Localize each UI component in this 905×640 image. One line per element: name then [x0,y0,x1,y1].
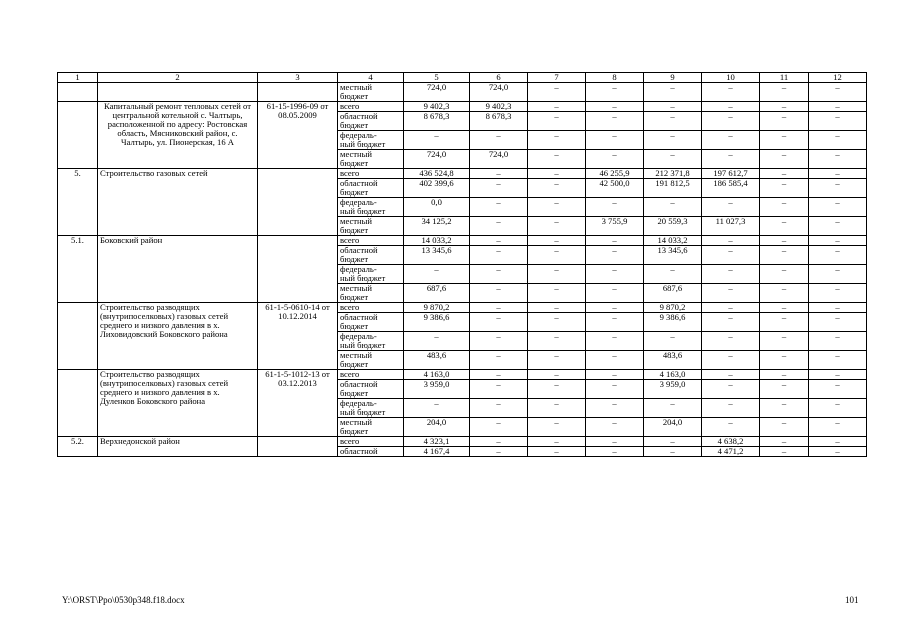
value-cell: 204,0 [404,418,470,437]
funding-source-cell: местный бюджет [338,418,404,437]
value-cell: – [760,169,809,179]
header-cell: 10 [702,73,760,83]
value-cell: – [809,418,867,437]
funding-source-cell: всего [338,169,404,179]
value-cell: – [528,198,586,217]
value-cell: – [528,447,586,457]
header-cell: 6 [470,73,528,83]
value-cell: – [586,332,644,351]
value-cell: 4 323,1 [404,437,470,447]
value-cell: 212 371,8 [644,169,702,179]
value-cell: – [702,198,760,217]
value-cell: – [528,303,586,313]
value-cell: – [760,217,809,236]
object-name-cell: Верхнедонской район [98,437,258,457]
value-cell: 8 678,3 [404,112,470,131]
table-row [58,83,867,102]
value-cell: – [528,236,586,246]
header-cell: 2 [98,73,258,83]
value-cell: 3 959,0 [644,380,702,399]
funding-source-cell: местный бюджет [338,217,404,236]
value-cell: – [702,112,760,131]
funding-source-cell: федераль- ный бюджет [338,198,404,217]
value-cell: – [644,150,702,169]
value-cell: – [702,83,760,102]
value-cell: – [644,112,702,131]
value-cell: – [760,265,809,284]
value-cell: – [809,351,867,370]
value-cell: – [702,265,760,284]
value-cell: – [809,217,867,236]
funding-source-cell: местный бюджет [338,150,404,169]
number-cell [58,102,98,169]
value-cell: – [586,303,644,313]
funding-source-cell: всего [338,102,404,112]
header-cell: 5 [404,73,470,83]
number-cell [58,370,98,437]
value-cell: 13 345,6 [404,246,470,265]
value-cell: 483,6 [404,351,470,370]
value-cell: – [702,399,760,418]
value-cell: – [470,198,528,217]
value-cell: – [760,370,809,380]
value-cell: – [470,447,528,457]
value-cell: – [760,198,809,217]
value-cell: – [528,284,586,303]
number-cell: 5. [58,169,98,236]
value-cell: – [404,332,470,351]
value-cell: – [760,380,809,399]
value-cell: – [528,399,586,418]
value-cell: 724,0 [404,83,470,102]
value-cell: – [760,150,809,169]
value-cell: – [760,236,809,246]
value-cell: – [586,83,644,102]
value-cell: – [809,131,867,150]
value-cell: – [809,380,867,399]
funding-source-cell: областной бюджет [338,380,404,399]
value-cell: – [528,131,586,150]
value-cell: – [760,418,809,437]
value-cell: 4 163,0 [644,370,702,380]
value-cell: – [809,150,867,169]
funding-source-cell: местный бюджет [338,83,404,102]
value-cell: 4 163,0 [404,370,470,380]
value-cell: 724,0 [470,83,528,102]
value-cell: 4 167,4 [404,447,470,457]
object-name-cell: Строительство разводящих (внутрипоселковых) газовых сетей среднего и низкого давления в х. Дуленков Боковского района [98,370,258,437]
value-cell: – [760,179,809,198]
value-cell: – [470,169,528,179]
table-row [58,370,867,380]
value-cell: – [470,380,528,399]
value-cell: – [528,418,586,437]
value-cell: – [702,313,760,332]
value-cell: 724,0 [470,150,528,169]
value-cell: – [760,131,809,150]
document-cell: 61-1-5-0610-14 от 10.12.2014 [258,303,338,370]
file-path: Y:\ORST\Ppo\0530p348.f18.docx [62,595,185,605]
value-cell: – [586,284,644,303]
value-cell: – [586,246,644,265]
value-cell: – [586,380,644,399]
object-name-cell: Капитальный ремонт тепловых сетей от центральной котельной с. Чалтырь, расположенной по адресу: Ростовская область, Мясниковский район, с. Чалтырь, ул. Пионерская, 16 А [98,102,258,169]
page-number: 101 [845,595,859,605]
value-cell: – [528,83,586,102]
funding-source-cell: областной бюджет [338,246,404,265]
value-cell: – [702,332,760,351]
value-cell: – [702,236,760,246]
value-cell: – [470,236,528,246]
value-cell: 34 125,2 [404,217,470,236]
value-cell: 9 386,6 [644,313,702,332]
funding-source-cell: всего [338,370,404,380]
value-cell: – [470,131,528,150]
value-cell: – [528,246,586,265]
value-cell: 8 678,3 [470,112,528,131]
header-cell: 3 [258,73,338,83]
value-cell: – [528,380,586,399]
value-cell: – [702,418,760,437]
value-cell: – [809,198,867,217]
value-cell: 13 345,6 [644,246,702,265]
value-cell: – [470,418,528,437]
value-cell: – [528,179,586,198]
value-cell: – [644,437,702,447]
value-cell: – [809,112,867,131]
budget-table [57,72,867,457]
value-cell: – [760,351,809,370]
value-cell: – [586,150,644,169]
funding-source-cell: всего [338,437,404,447]
value-cell: 436 524,8 [404,169,470,179]
document-cell [258,169,338,236]
value-cell: 4 471,2 [702,447,760,457]
value-cell: – [644,332,702,351]
funding-source-cell: всего [338,303,404,313]
value-cell: – [809,284,867,303]
value-cell: – [702,303,760,313]
value-cell: – [586,313,644,332]
funding-source-cell: федераль- ный бюджет [338,131,404,150]
value-cell: – [586,131,644,150]
value-cell: – [586,447,644,457]
value-cell: – [404,399,470,418]
value-cell: – [528,150,586,169]
value-cell: – [644,265,702,284]
document-cell [258,83,338,102]
funding-source-cell: областной бюджет [338,179,404,198]
number-cell [58,303,98,370]
value-cell: – [528,332,586,351]
value-cell: – [809,313,867,332]
table-row [58,102,867,112]
value-cell: – [809,447,867,457]
value-cell: – [470,437,528,447]
value-cell: 197 612,7 [702,169,760,179]
header-cell: 9 [644,73,702,83]
funding-source-cell: федераль- ный бюджет [338,332,404,351]
value-cell: 483,6 [644,351,702,370]
header-cell: 12 [809,73,867,83]
value-cell: – [809,102,867,112]
number-cell [58,83,98,102]
document-cell [258,437,338,457]
number-cell: 5.1. [58,236,98,303]
value-cell: – [644,131,702,150]
value-cell: – [528,102,586,112]
value-cell: – [809,179,867,198]
header-row [58,73,867,83]
value-cell: – [470,303,528,313]
value-cell: – [760,303,809,313]
value-cell: – [470,246,528,265]
value-cell: – [528,217,586,236]
funding-source-cell: местный бюджет [338,284,404,303]
value-cell: 3 959,0 [404,380,470,399]
value-cell: – [586,198,644,217]
value-cell: – [470,284,528,303]
value-cell: – [470,313,528,332]
header-cell: 8 [586,73,644,83]
value-cell: – [470,370,528,380]
value-cell: 0,0 [404,198,470,217]
value-cell: – [470,332,528,351]
value-cell: – [702,150,760,169]
value-cell: – [528,370,586,380]
value-cell: – [528,313,586,332]
document-cell [258,236,338,303]
value-cell: 191 812,5 [644,179,702,198]
value-cell: 204,0 [644,418,702,437]
header-cell: 11 [760,73,809,83]
funding-source-cell: областной бюджет [338,112,404,131]
document-cell: 61-1-5-1012-13 от 03.12.2013 [258,370,338,437]
value-cell: – [760,102,809,112]
value-cell: – [809,370,867,380]
value-cell: 3 755,9 [586,217,644,236]
funding-source-cell: федераль- ный бюджет [338,399,404,418]
value-cell: – [702,246,760,265]
value-cell: – [702,102,760,112]
value-cell: – [809,303,867,313]
value-cell: 724,0 [404,150,470,169]
value-cell: – [528,351,586,370]
funding-source-cell: местный бюджет [338,351,404,370]
value-cell: – [644,447,702,457]
value-cell: 186 585,4 [702,179,760,198]
value-cell: 9 402,3 [470,102,528,112]
value-cell: – [760,399,809,418]
funding-source-cell: всего [338,236,404,246]
value-cell: – [760,332,809,351]
value-cell: – [809,169,867,179]
table-row [58,437,867,447]
value-cell: 14 033,2 [404,236,470,246]
value-cell: – [586,351,644,370]
value-cell: – [528,112,586,131]
value-cell: 4 638,2 [702,437,760,447]
value-cell: – [760,83,809,102]
value-cell: – [644,83,702,102]
value-cell: – [586,265,644,284]
value-cell: 9 386,6 [404,313,470,332]
value-cell: – [404,131,470,150]
value-cell: – [760,313,809,332]
funding-source-cell: федераль- ный бюджет [338,265,404,284]
value-cell: – [586,437,644,447]
value-cell: 9 870,2 [404,303,470,313]
value-cell: 687,6 [644,284,702,303]
object-name-cell: Строительство газовых сетей [98,169,258,236]
object-name-cell: Боковский район [98,236,258,303]
value-cell: – [470,351,528,370]
value-cell: – [702,131,760,150]
value-cell: – [470,179,528,198]
table-row [58,236,867,246]
value-cell: – [586,370,644,380]
value-cell: – [586,236,644,246]
value-cell: – [586,418,644,437]
value-cell: – [809,83,867,102]
value-cell: – [809,332,867,351]
funding-source-cell: областной [338,447,404,457]
value-cell: 9 402,3 [404,102,470,112]
header-cell: 7 [528,73,586,83]
value-cell: – [644,399,702,418]
value-cell: – [470,217,528,236]
value-cell: – [760,246,809,265]
value-cell: – [702,370,760,380]
value-cell: – [528,265,586,284]
value-cell: – [586,102,644,112]
value-cell: 402 399,6 [404,179,470,198]
value-cell: – [760,112,809,131]
funding-source-cell: областной бюджет [338,313,404,332]
value-cell: – [644,198,702,217]
value-cell: – [702,380,760,399]
value-cell: 687,6 [404,284,470,303]
value-cell: – [470,399,528,418]
value-cell: 42 500,0 [586,179,644,198]
value-cell: – [586,112,644,131]
value-cell: 14 033,2 [644,236,702,246]
value-cell: 20 559,3 [644,217,702,236]
table-row [58,169,867,179]
header-cell: 4 [338,73,404,83]
value-cell: – [760,437,809,447]
value-cell: – [644,102,702,112]
value-cell: – [586,399,644,418]
value-cell: – [809,265,867,284]
value-cell: – [528,437,586,447]
value-cell: – [404,265,470,284]
object-name-cell [98,83,258,102]
value-cell: – [809,437,867,447]
value-cell: 11 027,3 [702,217,760,236]
value-cell: – [809,399,867,418]
value-cell: – [702,351,760,370]
value-cell: – [528,169,586,179]
table-row [58,303,867,313]
value-cell: 9 870,2 [644,303,702,313]
value-cell: 46 255,9 [586,169,644,179]
value-cell: – [760,447,809,457]
number-cell: 5.2. [58,437,98,457]
document-cell: 61-15-1996-09 от 08.05.2009 [258,102,338,169]
value-cell: – [470,265,528,284]
object-name-cell: Строительство разводящих (внутрипоселковых) газовых сетей среднего и низкого давления в х. Лиховидовский Боковского района [98,303,258,370]
value-cell: – [702,284,760,303]
value-cell: – [809,236,867,246]
header-cell: 1 [58,73,98,83]
value-cell: – [760,284,809,303]
value-cell: – [809,246,867,265]
